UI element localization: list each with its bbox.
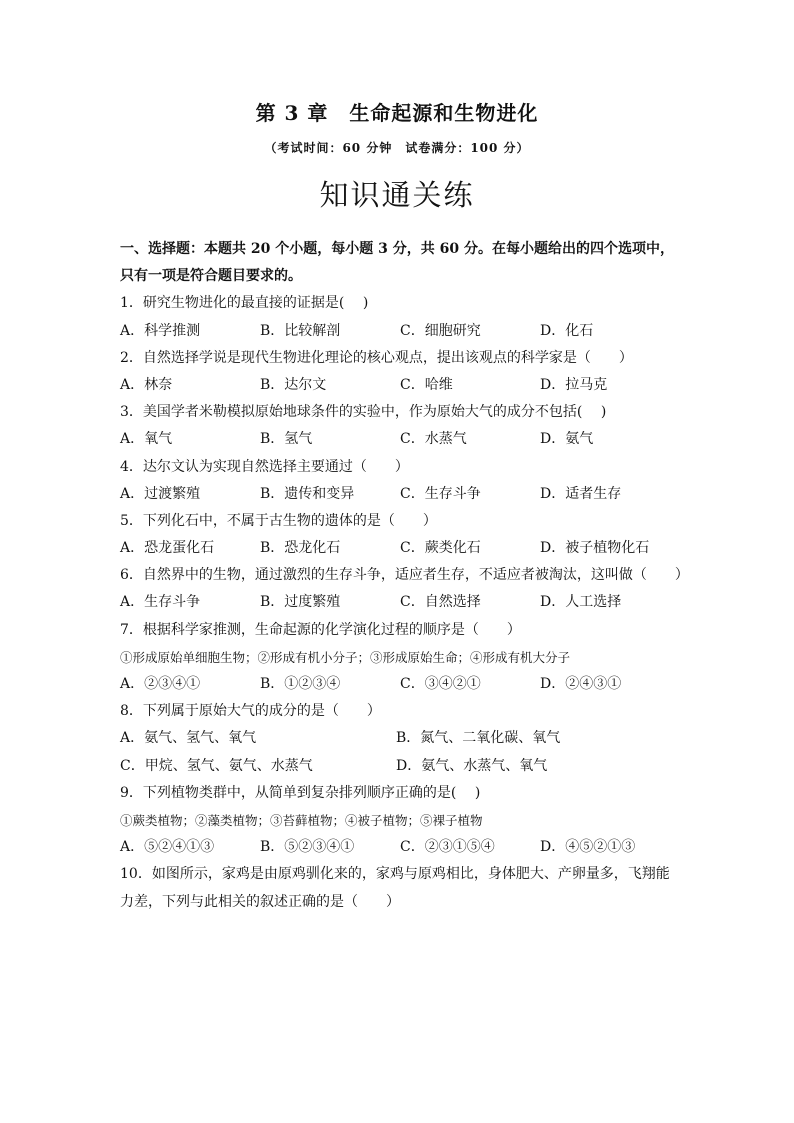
question-list bbox=[120, 236, 689, 916]
options-row bbox=[120, 725, 680, 752]
option-a[interactable]: A．林奈 bbox=[120, 376, 173, 393]
options-row bbox=[120, 318, 680, 345]
question-note: ①形成原始单细胞生物；②形成有机小分子；③形成原始生命；④形成有机大分子 bbox=[120, 649, 571, 665]
question-stem: 8．下列属于原始大气的成分的是（ ） bbox=[120, 703, 381, 720]
question-stem: 6．自然界中的生物，通过激烈的生存斗争，适应者生存，不适应者被淘汰，这叫做（ ） bbox=[120, 567, 689, 584]
options-row bbox=[120, 834, 680, 861]
question-stem: 10．如图所示，家鸡是由原鸡驯化来的，家鸡与原鸡相比，身体肥大、产卵量多，飞翔能力差，下列与此相关的叙述正确的是（ ） bbox=[120, 866, 670, 910]
options-row bbox=[120, 372, 680, 399]
question-stem: 2．自然选择学说是现代生物进化理论的核心观点，提出该观点的科学家是（ ） bbox=[120, 349, 633, 366]
option-c[interactable]: C．甲烷、氢气、氨气、水蒸气 bbox=[120, 757, 313, 774]
option-a[interactable]: A．氨气、氢气、氧气 bbox=[120, 730, 257, 747]
option-c[interactable]: C．②③①⑤④ bbox=[400, 839, 495, 856]
options-row bbox=[120, 535, 680, 562]
option-b[interactable]: B．遗传和变异 bbox=[260, 485, 355, 502]
question-stem: 1．研究生物进化的最直接的证据是( ) bbox=[120, 295, 369, 312]
option-c[interactable]: C．哈维 bbox=[400, 376, 453, 393]
option-c[interactable]: C．③④②① bbox=[400, 676, 481, 693]
chapter-title: 第 3 章 生命起源和生物进化 bbox=[255, 101, 539, 125]
option-b[interactable]: B．①②③④ bbox=[260, 676, 341, 693]
section-heading: 知识通关练 bbox=[319, 178, 475, 212]
option-a[interactable]: A．过渡繁殖 bbox=[120, 485, 201, 502]
option-c[interactable]: C．自然选择 bbox=[400, 594, 481, 611]
options-row bbox=[120, 671, 680, 698]
options-row bbox=[120, 589, 680, 616]
option-b[interactable]: B．达尔文 bbox=[260, 376, 327, 393]
option-b[interactable]: B．氮气、二氧化碳、氧气 bbox=[396, 730, 561, 747]
option-d[interactable]: D．④⑤②①③ bbox=[540, 839, 636, 856]
option-a[interactable]: A．氧气 bbox=[120, 431, 173, 448]
option-d[interactable]: D．化石 bbox=[540, 322, 594, 339]
option-a[interactable]: A．⑤②④①③ bbox=[120, 839, 215, 856]
option-d[interactable]: D．②④③① bbox=[540, 676, 622, 693]
option-c[interactable]: C．蕨类化石 bbox=[400, 540, 481, 557]
option-b[interactable]: B．比较解剖 bbox=[260, 322, 341, 339]
question-note: ①蕨类植物；②藻类植物；③苔藓植物；④被子植物；⑤裸子植物 bbox=[120, 812, 483, 828]
option-d[interactable]: D．适者生存 bbox=[540, 485, 622, 502]
question-stem: 4．达尔文认为实现自然选择主要通过（ ） bbox=[120, 458, 409, 475]
exam-info: （考试时间：60 分钟 试卷满分：100 分） bbox=[264, 141, 530, 155]
option-a[interactable]: A．恐龙蛋化石 bbox=[120, 540, 215, 557]
question-stem: 7．根据科学家推测，生命起源的化学演化过程的顺序是（ ） bbox=[120, 621, 521, 638]
option-b[interactable]: B．过度繁殖 bbox=[260, 594, 341, 611]
options-row bbox=[120, 426, 680, 453]
option-d[interactable]: D．氨气 bbox=[540, 431, 594, 448]
option-c[interactable]: C．水蒸气 bbox=[400, 431, 467, 448]
option-c[interactable]: C．生存斗争 bbox=[400, 485, 481, 502]
option-b[interactable]: B．氢气 bbox=[260, 431, 313, 448]
section-instructions: 一、选择题：本题共 20 个小题，每小题 3 分，共 60 分。在每小题给出的四个选项中，只有一项是符合题目要求的。 bbox=[120, 241, 674, 285]
option-b[interactable]: B．恐龙化石 bbox=[260, 540, 341, 557]
question-stem: 9．下列植物类群中，从简单到复杂排列顺序正确的是( ) bbox=[120, 784, 481, 801]
option-a[interactable]: A．②③④① bbox=[120, 676, 201, 693]
question-stem: 3．美国学者米勒模拟原始地球条件的实验中，作为原始大气的成分不包括( ) bbox=[120, 404, 607, 421]
option-b[interactable]: B．⑤②③④① bbox=[260, 839, 355, 856]
option-d[interactable]: D．氨气、水蒸气、氧气 bbox=[396, 757, 548, 774]
option-a[interactable]: A．生存斗争 bbox=[120, 594, 201, 611]
option-d[interactable]: D．人工选择 bbox=[540, 594, 622, 611]
options-row bbox=[120, 753, 680, 780]
option-d[interactable]: D．拉马克 bbox=[540, 376, 608, 393]
option-c[interactable]: C．细胞研究 bbox=[400, 322, 481, 339]
option-d[interactable]: D．被子植物化石 bbox=[540, 540, 650, 557]
question-stem: 5．下列化石中，不属于古生物的遗体的是（ ） bbox=[120, 512, 437, 529]
options-row bbox=[120, 481, 680, 508]
option-a[interactable]: A．科学推测 bbox=[120, 322, 201, 339]
